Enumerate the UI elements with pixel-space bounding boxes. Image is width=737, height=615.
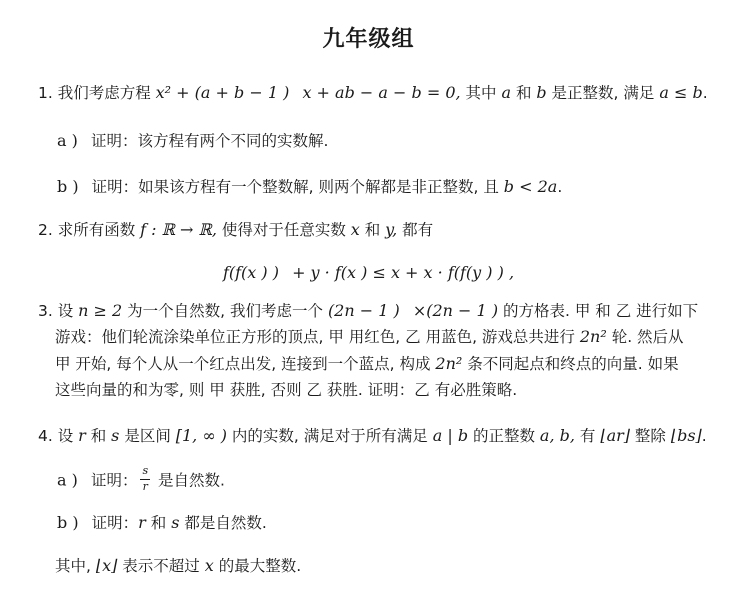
problem-3-line-1 (38, 298, 737, 325)
math-segment: b (536, 83, 547, 102)
text-segment: 其中, (55, 556, 96, 575)
text-segment: 的正整数 (468, 426, 540, 445)
text-segment: 证明：该方程有两个不同的实数解. (90, 131, 329, 150)
text-segment: . (701, 426, 707, 445)
text-segment: 是区间 (119, 426, 176, 445)
text-segment: 证明： (90, 471, 138, 490)
math-segment: a ≤ b (659, 83, 703, 102)
math-segment: (2n − 1 ) ×(2n − 1 ) (327, 300, 499, 320)
math-segment: a ) (57, 130, 91, 150)
problem-2-formula (0, 260, 737, 287)
problem-3-line-2 (55, 324, 737, 351)
math-segment: f : ℝ → ℝ, (140, 219, 217, 239)
math-segment: n ≥ 2 (78, 300, 123, 320)
text-segment: 内的实数, 满足对于所有满足 (227, 426, 433, 445)
math-segment: a, b, (539, 425, 575, 445)
math-segment: a (501, 83, 512, 102)
text-segment: 的最大整数. (213, 556, 302, 575)
text-segment: 这些向量的和为零, 则 甲 获胜, 否则 乙 获胜. 证明：乙 有必胜策略. (55, 381, 518, 399)
text-segment: . (702, 84, 708, 102)
math-segment: x (204, 555, 214, 575)
text-segment: 和 (359, 220, 386, 239)
math-segment: ⌊ar⌋ (600, 425, 630, 445)
math-segment: b < 2a (503, 177, 558, 196)
text-segment: 整除 (630, 426, 671, 445)
text-segment: 1. 我们考虑方程 (38, 84, 156, 102)
fraction-numerator: s (140, 465, 150, 480)
math-segment: y, (385, 219, 398, 239)
text-segment: 使得对于任意实数 (216, 220, 351, 239)
problem-4b (57, 510, 737, 537)
math-segment: a | b (432, 425, 469, 445)
math-segment: r (138, 513, 146, 533)
floor-note (55, 553, 737, 580)
problem-2 (38, 217, 737, 244)
math-segment: [1, ∞ ) (175, 425, 227, 445)
text-segment: 甲 开始, 每个人从一个红点出发, 连接到一个蓝点, 构成 (55, 354, 436, 373)
problem-3-line-4 (55, 377, 737, 404)
math-segment: 2n² (435, 353, 463, 373)
text-segment: 和 (145, 514, 172, 533)
text-segment: 2. 求所有函数 (38, 220, 141, 239)
text-segment: 游戏：他们轮流涂染单位正方形的顶点, 甲 用红色, 乙 用蓝色, 游戏总共进行 (55, 328, 580, 346)
fraction-denominator: r (142, 479, 148, 493)
math-segment: ⌊x⌋ (95, 555, 118, 575)
text-segment: 的方格表. 甲 和 乙 进行如下 (498, 301, 699, 320)
math-segment: r (78, 425, 86, 445)
problem-3-line-3 (55, 351, 737, 378)
text-segment: 和 (85, 426, 112, 445)
problem-4 (38, 423, 737, 450)
text-segment: 其中 (460, 84, 502, 102)
problem-1a (57, 128, 737, 155)
text-segment: 为一个自然数, 我们考虑一个 (122, 301, 328, 320)
page-title: 九年级组 (322, 27, 415, 52)
math-segment: a ) (57, 470, 91, 490)
document-body (0, 80, 737, 579)
text-segment: 都有 (397, 220, 434, 239)
text-segment: 轮. 然后从 (606, 328, 684, 346)
text-segment: 证明：如果该方程有一个整数解, 则两个解都是非正整数, 且 (91, 178, 504, 196)
text-segment: 都是自然数. (179, 514, 267, 533)
math-segment: 2n² (579, 327, 607, 346)
text-segment: 条不同起点和终点的向量. 如果 (462, 354, 679, 373)
math-segment: b ) (57, 513, 92, 533)
problem-4a (57, 464, 737, 495)
problem-1 (38, 80, 737, 107)
math-segment: s (171, 513, 180, 533)
math-segment: ⌊bs⌋ (670, 425, 702, 445)
text-segment: 和 (511, 84, 537, 102)
text-segment: 表示不超过 (117, 556, 205, 575)
text-segment: 有 (574, 426, 601, 445)
text-segment: 是自然数. (153, 471, 225, 490)
math-segment: x (350, 219, 360, 239)
text-segment: 4. 设 (38, 426, 79, 445)
math-segment: x² + (a + b − 1 ) x + ab − a − b = 0, (155, 83, 461, 102)
text-segment: 证明： (91, 514, 139, 533)
problem-1b (57, 174, 737, 201)
text-segment: . (557, 178, 563, 196)
text-segment: 3. 设 (38, 301, 79, 320)
math-segment: f(f(x ) ) + y · f(x ) ≤ x + x · f(f(y ) ) , (222, 263, 515, 282)
fraction-s-over-r (140, 465, 150, 493)
math-segment: b ) (57, 177, 92, 196)
text-segment: 是正整数, 满足 (546, 84, 660, 102)
math-segment: s (111, 425, 120, 445)
